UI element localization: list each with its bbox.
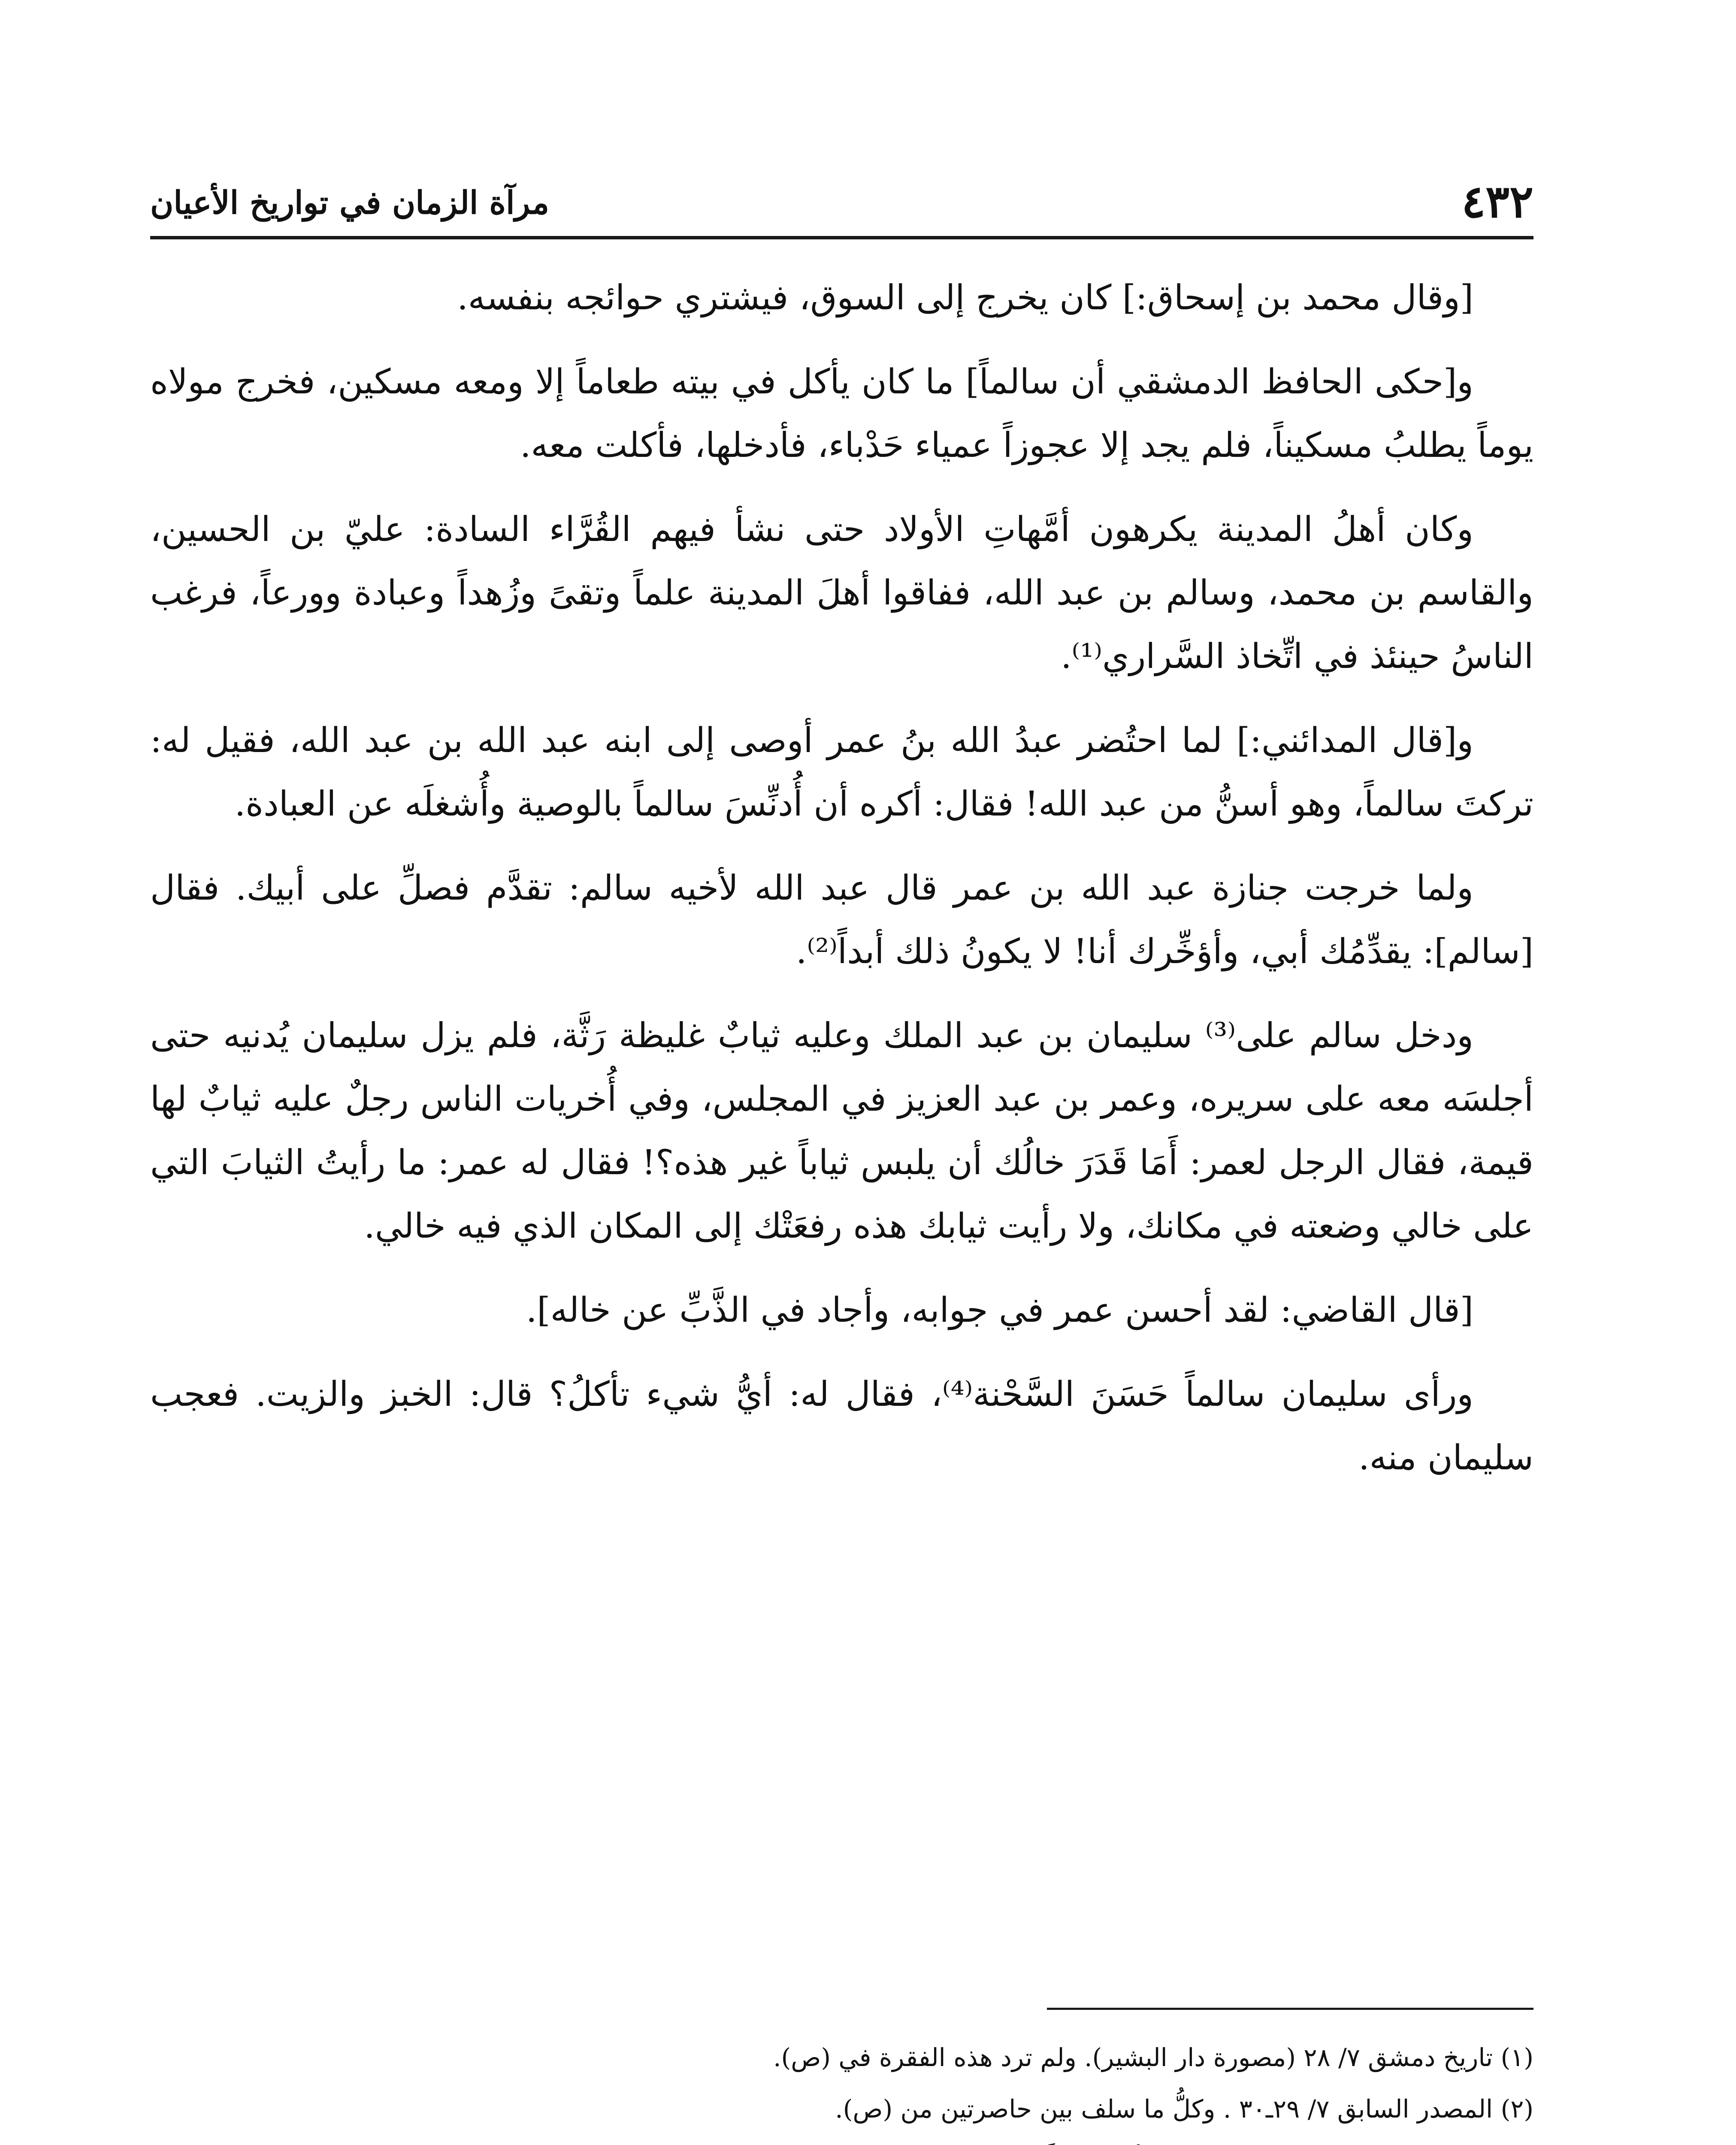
footnote-1: (١) تاريخ دمشق ٧/ ٢٨ (مصورة دار البشير). ولم ترد هذه الفقرة في (ص). bbox=[773, 2043, 1533, 2072]
paragraph-2: و[حكى الحافظ الدمشقي أن سالماً] ما كان يأكل في بيته طعاماً إلا ومعه مسكين، فخرج مولاه يوماً يطلبُ مسكيناً، فلم يجد إلا عجوزاً عمياء حَدْباء، فأدخلها، فأكلت معه. bbox=[150, 362, 1533, 465]
running-header bbox=[150, 172, 1533, 239]
paragraph-5: ولما خرجت جنازة عبد الله بن عمر قال عبد الله لأخيه سالم: تقدَّم فصلِّ على أبيك. فقال [سالم]: يقدِّمُك أبي، وأؤخِّرك أنا! لا يكونُ ذلك أبداً⁽²⁾. bbox=[150, 868, 1533, 971]
page-number: ٤٣٢ bbox=[1461, 175, 1533, 228]
footnote-separator bbox=[1047, 2008, 1533, 2010]
paragraph-7: [قال القاضي: لقد أحسن عمر في جوابه، وأجاد في الذَّبِّ عن خاله]. bbox=[526, 1290, 1473, 1330]
footnote-3 bbox=[150, 2136, 1533, 2145]
book-title: مرآة الزمان في تواريخ الأعيان bbox=[150, 184, 549, 221]
paragraph-4: و[قال المدائني:] لما احتُضر عبدُ الله بنُ عمر أوصى إلى ابنه عبد الله بن عبد الله، فقيل له: تركتَ سالماً، وهو أسنُّ من عبد الله! فقال: أكره أن أُدنِّسَ سالماً بالوصية وأُشغلَه عن العبادة. bbox=[150, 720, 1533, 824]
paragraph-6: ودخل سالم على⁽³⁾ سليمان بن عبد الملك وعليه ثيابٌ غليظة رَثَّة، فلم يزل سليمان يُدنيه حتى أجلسَه معه على سريره، وعمر بن عبد العزيز في المجلس، وفي أُخريات الناس رجلٌ عليه ثيابٌ لها قيمة، فقال الرجل لعمر: أَمَا قَدَرَ خالُك أن يلبس ثياباً غير هذه؟! فقال له عمر: ما رأيتُ الثيابَ التي على خالي وضعته في مكانك، ولا رأيت ثيابك هذه رفعَتْك إلى المكان الذي فيه خالي. bbox=[150, 1015, 1533, 1246]
paragraph-1: [وقال محمد بن إسحاق:] كان يخرج إلى السوق، فيشتري حوائجه بنفسه. bbox=[457, 278, 1473, 317]
main-text-body bbox=[150, 266, 1533, 1510]
footnotes bbox=[150, 2033, 1533, 2145]
paragraph-8: ورأى سليمان سالماً حَسَنَ السَّحْنة⁽⁴⁾، فقال له: أيُّ شيء تأكلُ؟ قال: الخبز والزيت. فعجب سليمان منه. bbox=[150, 1374, 1533, 1477]
paragraph-3: وكان أهلُ المدينة يكرهون أمَّهاتِ الأولاد حتى نشأ فيهم القُرَّاء السادة: عليّ بن الحسين، والقاسم بن محمد، وسالم بن عبد الله، ففاقوا أهلَ المدينة علماً وتقىً وزُهداً وعبادة وورعاً، فرغب الناسُ حينئذ في اتِّخاذ السَّراري⁽¹⁾. bbox=[150, 509, 1533, 676]
footnote-2: (٢) المصدر السابق ٧/ ٢٩ـ٣٠ . وكلُّ ما سلف بين حاصرتين من (ص). bbox=[835, 2094, 1533, 2124]
